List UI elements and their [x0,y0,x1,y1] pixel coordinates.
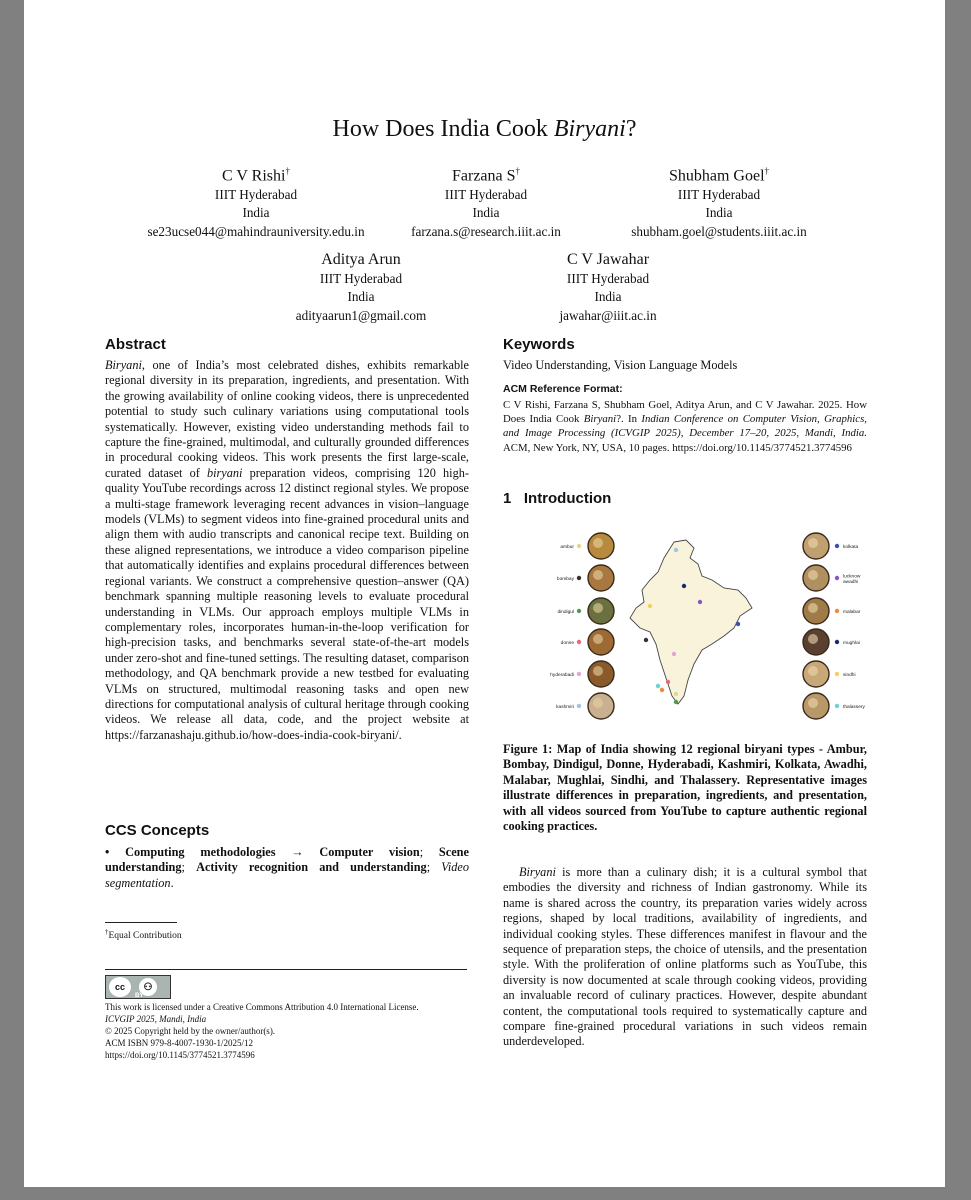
figure-caption: Figure 1: Map of India showing 12 regional biryani types - Ambur, Bombay, Dindigul, Donne, Hyderabadi, Kashmiri, Kolkata, Awadhi, Malabar, Mughlai, Sindhi, and Thalassery. Representative images illustrate differences in preparation, ingredients, and presentation, with all videos sourced from YouTube to capture authentic regional cooking practices. [503,742,867,834]
ccs-sep: ; [419,845,439,859]
author-name: C V Jawahar [566,251,650,268]
by-text: BY [135,993,144,999]
ccs-text [105,845,469,891]
right-label-sindhi: sindhi [843,673,856,678]
footnote-rule [105,922,177,923]
author-affiliation: IIIT Hyderabad [319,270,403,286]
map-dot-awadhi [698,600,702,604]
acm-ref-2: ?. In [616,413,642,426]
ccs-end: . [170,875,174,890]
author-email: farzana.s@research.iiit.ac.in [411,223,561,239]
author-affiliation: IIIT Hyderabad [214,186,298,202]
right-label-lucknow-awadhi: lucknow [843,574,861,580]
bowl-highlight [593,570,603,580]
author-affiliation: IIIT Hyderabad [677,186,761,202]
intro-title: Introduction [523,490,612,507]
intro-paragraph [503,865,867,1050]
bowl-highlight [808,603,818,613]
paper-title [24,116,945,143]
map-dot-thalassery [656,684,660,688]
ccs-heading: CCS Concepts [105,822,210,839]
right-legend-dot [835,704,839,708]
right-label-kolkata: kolkata [843,545,859,550]
intro-lead: Biryani [519,865,556,879]
left-label-bombay: bombay [556,577,574,582]
right-legend-dot [835,640,839,644]
map-dot-malabar [660,688,664,692]
license-line-2: ICVGIP 2025, Mandi, India [105,1014,207,1024]
bowl-highlight [808,538,818,548]
license-line-1: This work is licensed under a Creative Commons Attribution 4.0 International License. [105,1002,419,1012]
ccs-sep: ; [181,860,197,875]
footnote [105,928,182,941]
left-legend-dot [577,544,581,548]
right-label-malabar: malabar [843,610,861,615]
bowl-highlight [808,634,818,644]
abstract-mid: biryani [206,465,243,480]
author-name: Farzana S [451,167,516,185]
map-dot-sindhi [648,604,652,608]
bowl-highlight [808,698,818,708]
license-rule [105,969,467,970]
map-dot-hyderabadi [672,652,676,656]
cc-by-badge [105,975,171,999]
left-label-kashmiri: kashmiri [556,705,574,710]
license-line-3: © 2025 Copyright held by the owner/author(s). [105,1026,276,1036]
author-name: Shubham Goel [668,167,765,185]
abstract-text [105,358,469,743]
acm-ref-i1: Biryani [583,413,617,426]
left-legend-dot [577,609,581,613]
keywords-heading: Keywords [503,336,575,353]
ccs-concept-4: Video segmentation [105,860,470,890]
author-mark: † [515,166,521,176]
left-legend-dot [577,640,581,644]
left-legend-dot [577,672,581,676]
map-dot-kashmiri [674,548,678,552]
title-italic: Biryani [553,116,626,142]
bowl-highlight [593,666,603,676]
author-email: adityaarun1@gmail.com [295,307,427,323]
bowl-highlight [808,666,818,676]
author-email: jawahar@iiit.ac.in [559,307,657,323]
author-affiliation: IIIT Hyderabad [566,270,650,286]
bowl-highlight [593,634,603,644]
left-legend-dot [577,704,581,708]
map-dot-donne [666,680,670,684]
bowl-highlight [593,698,603,708]
acm-ref-i2: Indian Conference on Computer Vision, Graphics, and Image Processing (ICVGIP 2025), December 17–20, 2025, Mandi, India. [503,413,867,440]
title-prefix: How Does India Cook [332,116,554,142]
india-biryani-map-figure [526,528,896,724]
acm-ref-text [503,398,867,455]
author-email: shubham.goel@students.iiit.ac.in [631,223,807,239]
cc-text: cc [114,982,125,992]
intro-text: is more than a culinary dish; it is a cultural symbol that embodies the diversity and richness of Indian gastronomy. While its name is shared across the country, its preparation varies widely across regions, shaped by local traditions, availability of ingredients, and individual cooking styles. These differences manifest in flavour and the sequence of preparation steps, the choice of utensils, and the presentation style. With the proliferation of online platforms such as YouTube, this diversity is now documented at scale through cooking videos, providing an invaluable record of culinary practices. However, despite abundant content, the computational tools required to systematically capture and compare fine-grained procedural variations in such videos remain underdeveloped. [503,865,867,1049]
footnote-text: Equal Contribution [108,931,182,942]
ccs-concept-2: Scene understanding [105,845,469,875]
map-dot-bombay [644,638,648,642]
left-label-hyderabadi: hyderabadi [550,673,574,678]
intro-heading [503,490,611,507]
author-mark: † [764,166,770,176]
abstract-lead: Biryani [105,358,142,372]
ccs-sep: ; [426,860,442,875]
left-label-dindigul: dindigul [557,610,574,615]
license-line-4: ACM ISBN 979-8-4007-1930-1/2025/12 [105,1038,253,1048]
author-affiliation: IIIT Hyderabad [444,186,528,202]
abstract-text-2: preparation videos, comprising 120 high-quality YouTube recordings across 12 distinct regional styles. We propose a multi-stage framework leveraging recent advances in vision–language models (VLMs) to segment videos into fine-grained procedural units and align them with audio transcripts and canonical recipe text. Building on these aligned representations, we introduce a video comparison pipeline that automatically identifies and explains procedural differences between regional variants. We construct a comprehensive question–answer (QA) benchmark spanning multiple reasoning levels to evaluate procedural understanding in VLMs. Our approach employs multiple VLMs in complementary roles, incorporates human-in-the-loop verification for high-precision tasks, and benchmarks several state-of-the-art models under zero-shot and fine-tuned settings. The resulting dataset, comparison methodology, and QA benchmark provide a new testbed for evaluating VLMs on structured, multimodal reasoning tasks and open new directions for computational analysis of cultural heritage through cooking videos. We release all data, code, and the project website at https://farzanashaju.github.io/how-does-india-cook-biryani/. [105,465,469,742]
map-dot-ambur [674,692,678,696]
intro-number: 1 [503,490,512,507]
left-label-donne: donne [560,641,574,646]
acm-ref-3: ACM, New York, NY, USA, 10 pages. https://doi.org/10.1145/3774521.3774596 [503,441,852,454]
bowl-highlight [808,570,818,580]
right-legend-dot [835,609,839,613]
author-country: India [472,205,500,221]
author-country: India [347,289,375,304]
acm-ref-heading: ACM Reference Format: [503,383,623,395]
paper-page [24,0,945,1187]
author-block [569,162,869,241]
right-legend-dot [835,672,839,676]
right-legend-dot [835,544,839,548]
cc-logo-icon [109,977,131,997]
abstract-text-1: , one of India’s most celebrated dishes, exhibits remarkable regional diversity in its preparation, ingredients, and presentation. With the growing availability of online cooking videos, there is unprecedented potential to study such culinary variations using computational tools systematically. However, existing video understanding methods fail to capture the fine-grained, multimodal, and culturally grounded differences in procedural cooking videos. This work presents the first large-scale, curated dataset of [105,358,469,480]
left-legend-dot [577,576,581,580]
license-block [105,1001,485,1061]
title-suffix: ? [625,116,637,142]
ccs-bullet: • [105,845,126,859]
ccs-concept-1: Computing methodologies → Computer vision [125,845,420,859]
abstract-heading: Abstract [105,336,166,353]
by-person-icon: ⚇ [139,978,157,996]
author-country: India [594,289,622,304]
license-line-5: https://doi.org/10.1145/3774521.3774596 [105,1050,255,1060]
ccs-concept-3: Activity recognition and understanding [196,860,427,875]
map-dot-mughlai [682,584,686,588]
left-label-ambur: ambur [560,545,574,550]
keywords-text: Video Understanding, Vision Language Models [503,358,738,372]
author-name: C V Rishi [222,167,286,185]
map-dot-dindigul [674,700,678,704]
india-map-outline [630,540,752,704]
map-dot-kolkata [736,622,740,626]
author-block [458,251,758,325]
acm-ref-1: C V Rishi, Farzana S, Shubham Goel, Aditya Arun, and C V Jawahar. 2025. How Does India Cook [503,399,867,426]
author-country: India [242,205,270,221]
footnote-mark: † [105,928,109,936]
right-label-lucknow-awadhi: awadhi [843,579,859,585]
bowl-highlight [593,538,603,548]
author-country: India [705,205,733,221]
author-name: Aditya Arun [321,251,401,268]
right-legend-dot [835,576,839,580]
right-label-mughlai: mughlai [843,641,860,646]
author-email: se23ucse044@mahindrauniversity.edu.in [147,223,365,239]
author-mark: † [285,166,290,176]
bowl-highlight [593,603,603,613]
right-label-thalassery: thalassery [843,705,865,710]
